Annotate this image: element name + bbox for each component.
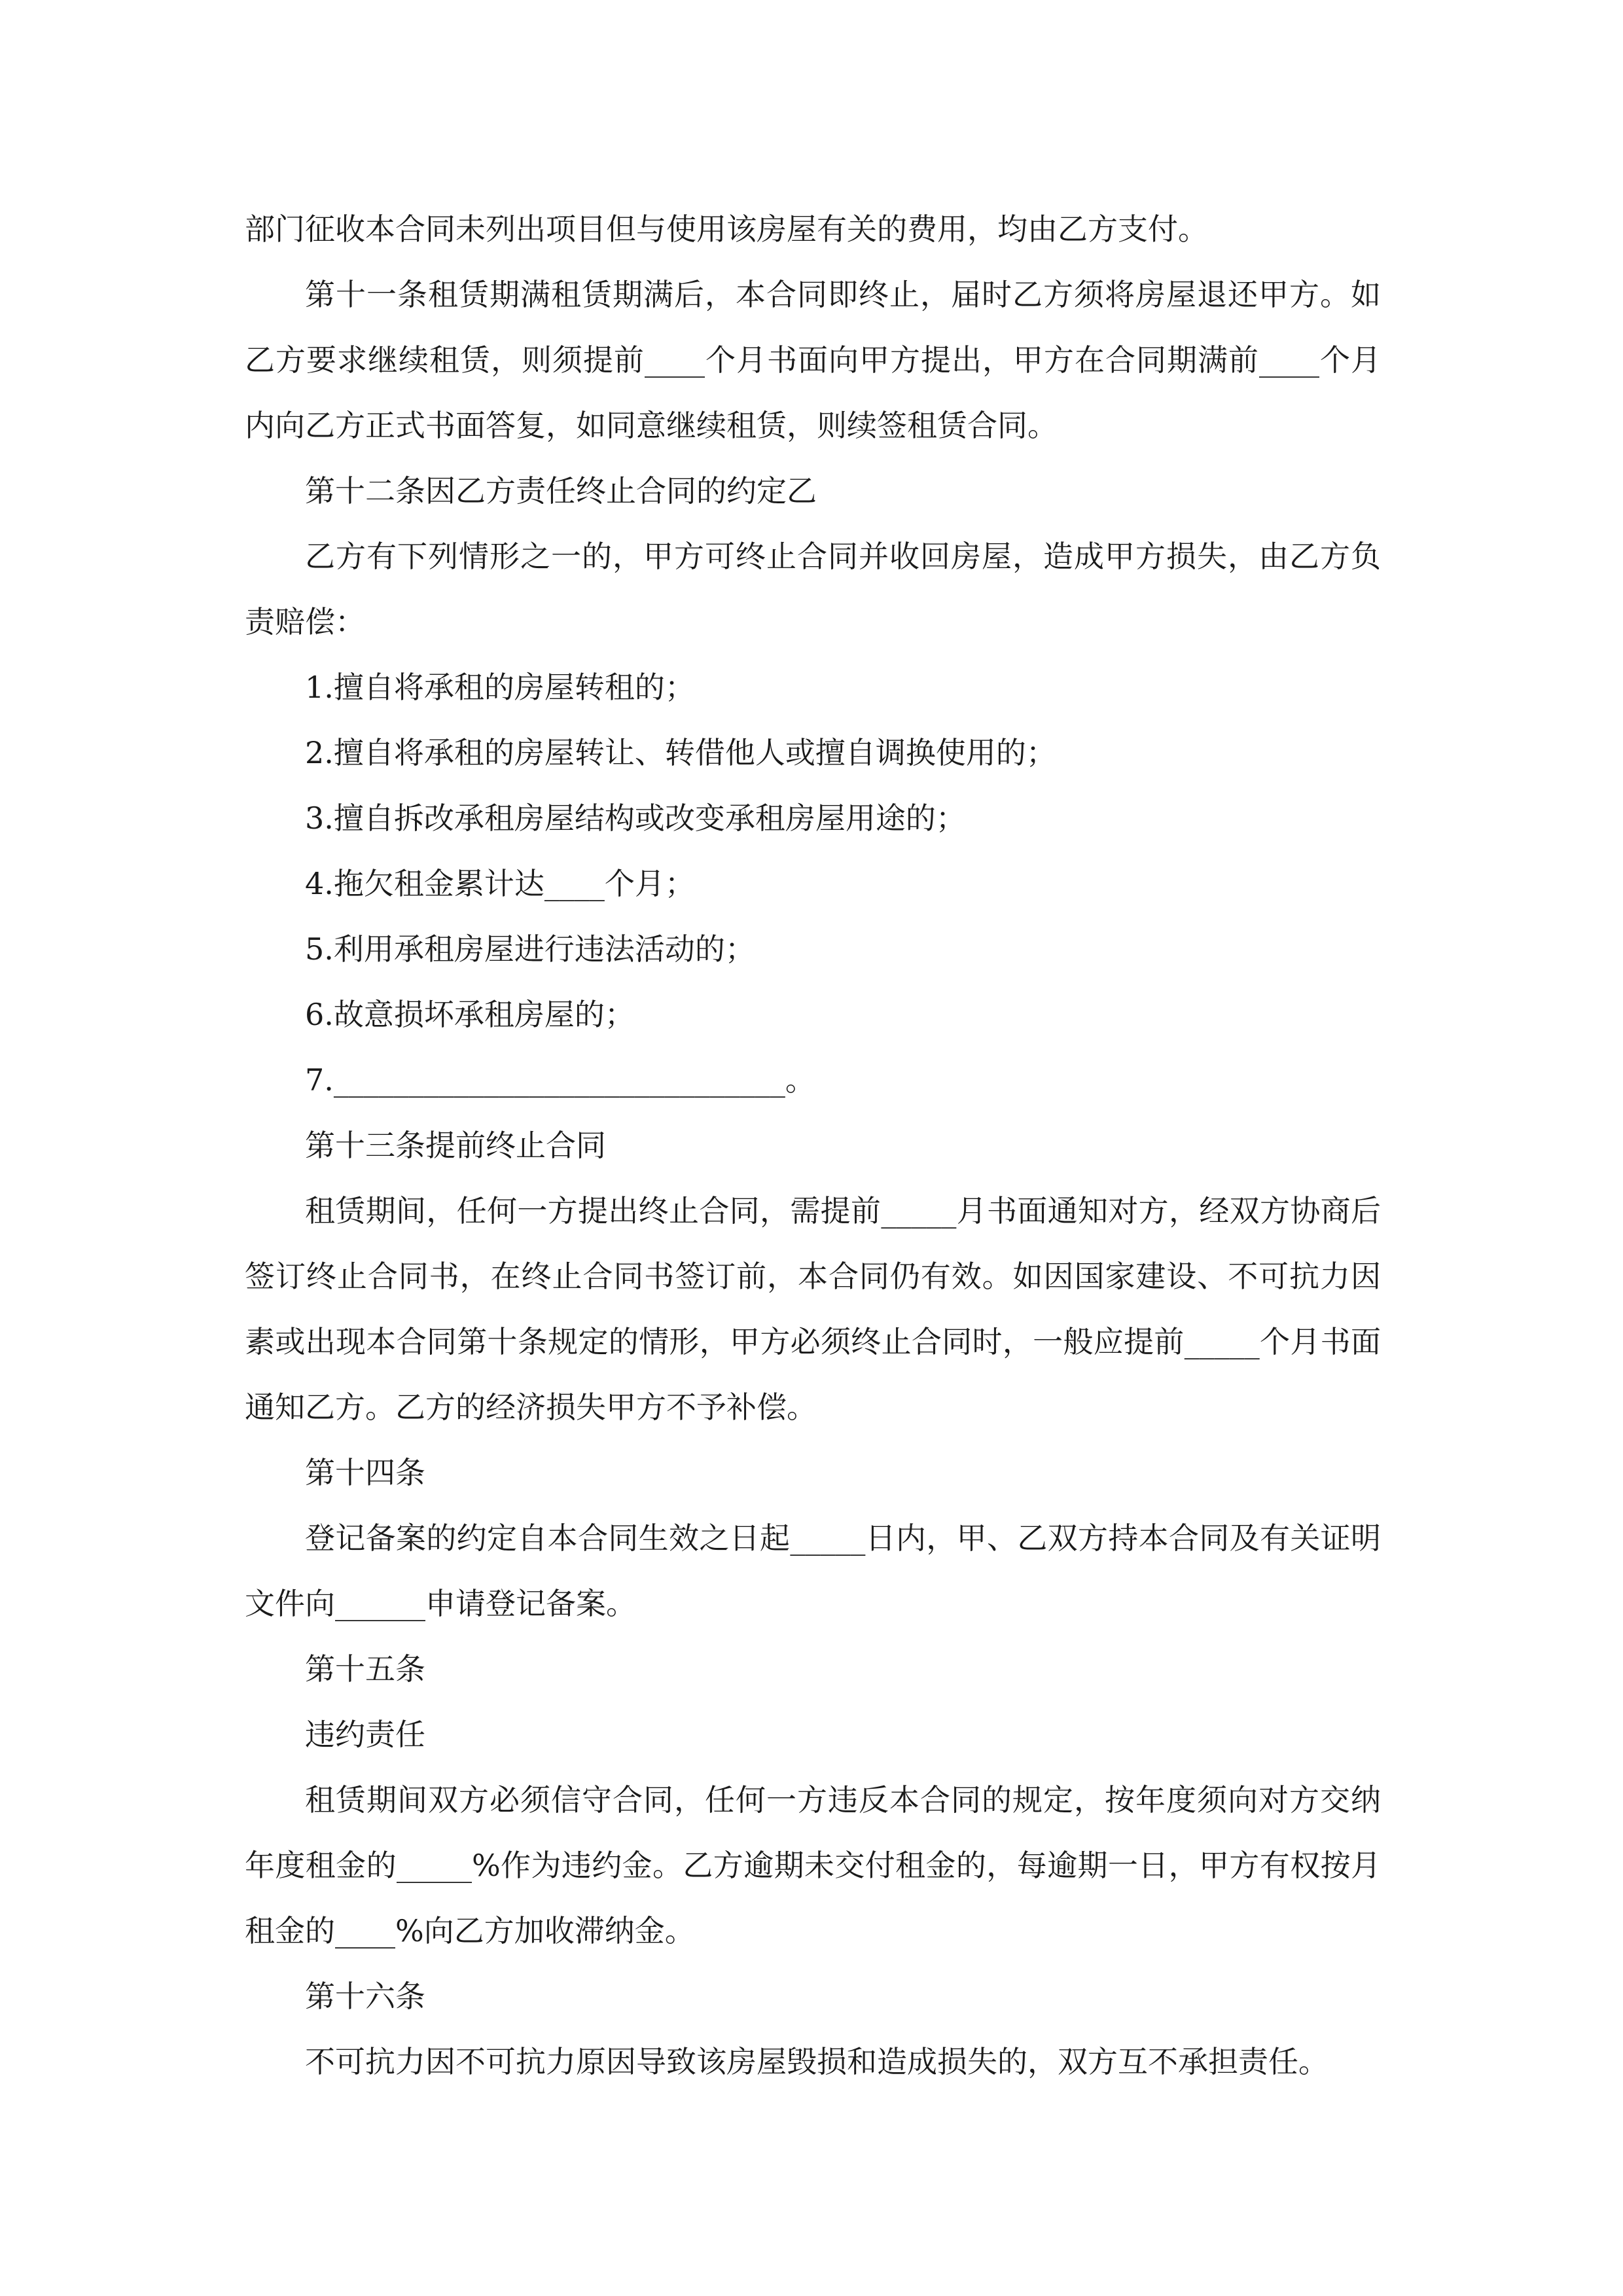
list-item-3: 3.擅自拆改承租房屋结构或改变承租房屋用途的； xyxy=(305,800,966,836)
list-item-5: 5.利用承租房屋进行违法活动的； xyxy=(305,931,755,967)
article-14-heading: 第十四条 xyxy=(305,1455,425,1490)
document-page xyxy=(245,196,1381,2094)
article-12-heading: 第十二条因乙方责任终止合同的约定乙 xyxy=(305,473,817,509)
list-item-1: 1.擅自将承租的房屋转租的； xyxy=(305,670,695,705)
article-15-body: 租赁期间双方必须信守合同，任何一方违反本合同的规定，按年度须向对方交纳年度租金的_____%作为违约金。乙方逾期未交付租金的，每逾期一日，甲方有权按月租金的____%向乙方加收滞纳金。 xyxy=(245,1782,1381,1948)
list-item-7: 7.______________________________。 xyxy=(305,1062,815,1098)
article-12-intro: 乙方有下列情形之一的，甲方可终止合同并收回房屋，造成甲方损失，由乙方负责赔偿： xyxy=(245,539,1381,639)
article-13-heading: 第十三条提前终止合同 xyxy=(305,1128,606,1163)
article-16-heading: 第十六条 xyxy=(305,1979,425,2014)
list-item-4: 4.拖欠租金累计达____个月； xyxy=(305,866,695,901)
article-14-body: 登记备案的约定自本合同生效之日起_____日内，甲、乙双方持本合同及有关证明文件向______申请登记备案。 xyxy=(245,1520,1381,1621)
list-item-2: 2.擅自将承租的房屋转让、转借他人或擅自调换使用的； xyxy=(305,735,1056,770)
article-16-body: 不可抗力因不可抗力原因导致该房屋毁损和造成损失的，双方互不承担责任。 xyxy=(305,2044,1329,2079)
article-11-lease-expiry: 第十一条租赁期满租赁期满后，本合同即终止，届时乙方须将房屋退还甲方。如乙方要求继续租赁，则须提前____个月书面向甲方提出，甲方在合同期满前____个月内向乙方正式书面答复，如同意继续租赁，则续签租赁合同。 xyxy=(245,277,1381,443)
article-15-subheading: 违约责任 xyxy=(305,1717,425,1752)
article-15-heading: 第十五条 xyxy=(305,1651,425,1687)
paragraph-continuation: 部门征收本合同未列出项目但与使用该房屋有关的费用，均由乙方支付。 xyxy=(245,211,1208,247)
article-13-body: 租赁期间，任何一方提出终止合同，需提前_____月书面通知对方，经双方协商后签订终止合同书，在终止合同书签订前，本合同仍有效。如因国家建设、不可抗力因素或出现本合同第十条规定的情形，甲方必须终止合同时，一般应提前_____个月书面通知乙方。乙方的经济损失甲方不予补偿。 xyxy=(245,1193,1381,1425)
list-item-6: 6.故意损坏承租房屋的； xyxy=(305,997,635,1032)
